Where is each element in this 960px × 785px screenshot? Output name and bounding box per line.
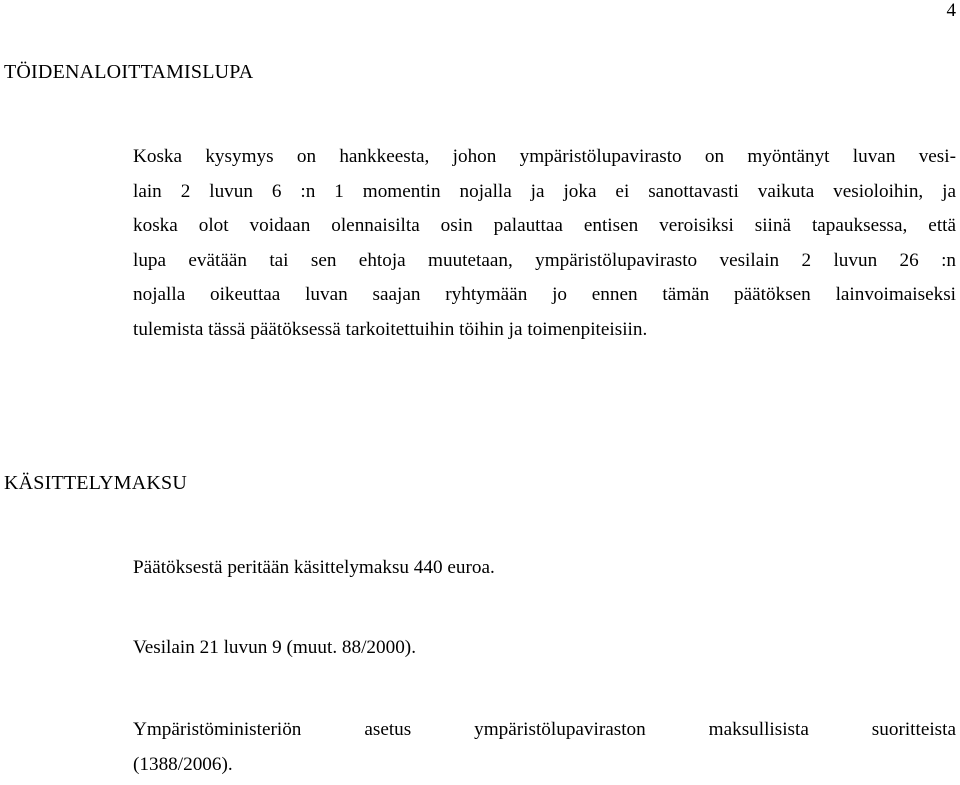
section-heading-kasittelymaksu: KÄSITTELYMAKSU (4, 472, 188, 494)
decree-reference (133, 713, 956, 782)
paragraph-line: koska olot voidaan olennaisilta osin palauttaa entisen veroisiksi siinä tapauksessa, että (133, 215, 956, 236)
paragraph-line: (1388/2006). (133, 753, 233, 775)
paragraph-line: Koska kysymys on hankkeesta, johon ympäristölupavirasto on myöntänyt luvan vesi- (133, 146, 956, 167)
paragraph-line: Ympäristöministeriön asetus ympäristölupaviraston maksullisista suoritteista (133, 719, 956, 740)
paragraph-line: tulemista tässä päätöksessä tarkoitettuihin töihin ja toimenpiteisiin. (133, 318, 648, 340)
paragraph-tyoaloituslupa (133, 140, 956, 347)
law-reference: Vesilain 21 luvun 9 (muut. 88/2000). (133, 637, 416, 658)
paragraph-line: lupa evätään tai sen ehtoja muutetaan, ympäristölupavirasto vesilain 2 luvun 26 :n (133, 249, 956, 271)
paragraph-line: lain 2 luvun 6 :n 1 momentin nojalla ja joka ei sanottavasti vaikuta vesioloihin, ja (133, 180, 956, 202)
fee-statement: Päätöksestä peritään käsittelymaksu 440 euroa. (133, 557, 495, 578)
page-number: 4 (946, 0, 956, 21)
section-heading-tyoaloituslupa: TÖIDENALOITTAMISLUPA (4, 61, 254, 83)
paragraph-line: nojalla oikeuttaa luvan saajan ryhtymään jo ennen tämän päätöksen lainvoimaiseksi (133, 284, 956, 305)
